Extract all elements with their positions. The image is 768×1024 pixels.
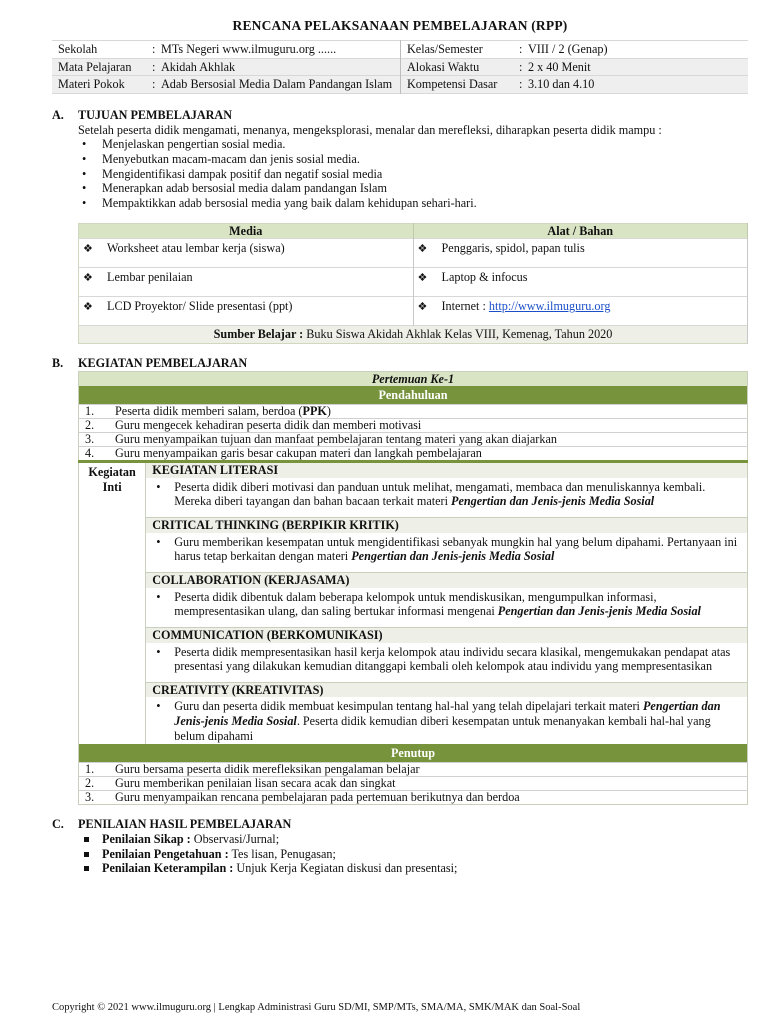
identity-row: Materi Pokok : Adab Bersosial Media Dalam Pandangan Islam Kompetensi Dasar : 3.10 dan 4.10 [52,76,748,94]
diamond-bullet-icon: ❖ [417,272,428,285]
document-page [52,18,748,876]
section-b-heading: B. KEGIATAN PEMBELAJARAN [52,355,248,370]
identity-value: 3.10 dan 4.10 [528,77,595,92]
list-item: • Guru dan peserta didik membuat kesimpulan tentang hal-hal yang telah dipelajari terkait materi Pengertian dan Jenis-jenis Media Sosial. Peserta didik kemudian diberi kesempatan untuk menanyakan kembali hal-hal yang belum dipahami [152,699,741,743]
identity-label: Sekolah [58,42,98,57]
media-header: Media [79,223,414,239]
inti-subheading: COMMUNICATION (BERKOMUNIKASI) [146,627,748,642]
inti-subheading: COLLABORATION (KERJASAMA) [146,573,748,588]
section-c-heading: C. PENILAIAN HASIL PEMBELAJARAN [52,817,292,832]
sumber-label: Sumber Belajar : [213,327,304,342]
alat-item: Internet : [441,299,489,314]
list-item: Penilaian Pengetahuan : Tes lisan, Penugasan; [78,847,748,862]
list-item: • Menjelaskan pengertian sosial media. [78,137,748,152]
media-table [78,223,748,344]
list-item: • Mempaktikkan adab bersosial media yang baik dalam kehidupan sehari-hari. [78,196,748,211]
penilaian-list [78,832,748,876]
list-item: • Guru memberikan kesempatan untuk mengidentifikasi sebanyak mungkin hal yang belum dipahami. Pertanyaan ini harus tetap berkaitan dengan materi Pengertian dan Jenis-jenis Media Sosial [152,535,741,564]
media-item: Worksheet atau lembar kerja (siswa) [107,241,285,256]
page-footer: Copyright © 2021 www.ilmuguru.org | Lengkap Administrasi Guru SD/MI, SMP/MTs, SMA/MA, SMK/MAK dan Soal-Soal [52,1002,581,1013]
table-row: 3. Guru menyampaikan rencana pembelajaran pada pertemuan berikutnya dan berdoa [79,791,748,805]
identity-label: Alokasi Waktu [401,58,514,76]
table-row: 1. Peserta didik memberi salam, berdoa (PPK) [79,405,748,419]
table-row: 4. Guru menyampaikan garis besar cakupan materi dan langkah pembelajaran [79,447,748,462]
diamond-bullet-icon: ❖ [417,243,428,256]
identity-value: MTs Negeri www.ilmuguru.org ...... [161,42,337,57]
table-row: 3. Guru menyampaikan tujuan dan manfaat pembelajaran tentang materi yang akan diajarkan [79,433,748,447]
list-item: Penilaian Keterampilan : Unjuk Kerja Kegiatan diskusi dan presentasi; [78,861,748,876]
diamond-bullet-icon: ❖ [417,301,428,314]
kegiatan-inti-label: Kegiatan Inti [79,462,146,745]
section-a-body [52,123,748,211]
identity-value: Akidah Akhlak [161,59,236,74]
table-row: 2. Guru mengecek kehadiran peserta didik dan memberi motivasi [79,419,748,433]
alat-item: Laptop & infocus [441,270,528,285]
list-item: Penilaian Sikap : Observasi/Jurnal; [78,832,748,847]
sumber-text: Buku Siswa Akidah Akhlak Kelas VIII, Kemenag, Tahun 2020 [303,327,613,342]
identity-value: VIII / 2 (Genap) [528,42,608,57]
identity-label: Mata Pelajaran [52,58,146,76]
alat-item: Penggaris, spidol, papan tulis [441,241,585,256]
identity-label: Materi Pokok [52,76,146,94]
identity-value: Adab Bersosial Media Dalam Pandangan Islam [161,77,393,92]
diamond-bullet-icon: ❖ [83,301,93,314]
identity-label: Kelas/Semester [407,42,483,57]
identity-table [52,40,748,94]
media-item: LCD Proyektor/ Slide presentasi (ppt) [107,299,293,314]
document-title: RENCANA PELAKSANAAN PEMBELAJARAN (RPP) [232,18,568,33]
list-item: • Menerapkan adab bersosial media dalam pandangan Islam [78,181,748,196]
media-item: Lembar penilaian [107,270,193,285]
penutup-header: Penutup [79,744,748,763]
section-a-intro: Setelah peserta didik mengamati, menanya, mengeksplorasi, menalar dan merefleksi, diharapkan peserta didik mampu : [78,122,662,137]
internet-link[interactable]: http://www.ilmuguru.org [488,299,611,314]
table-row: 2. Guru memberikan penilaian lisan secara acak dan singkat [79,777,748,791]
identity-value: 2 x 40 Menit [528,59,591,74]
diamond-bullet-icon: ❖ [83,272,93,285]
identity-row: Mata Pelajaran : Akidah Akhlak Alokasi Waktu : 2 x 40 Menit [52,58,748,76]
list-item: • Peserta didik diberi motivasi dan panduan untuk melihat, mengamati, membaca dan menuliskannya kembali. Mereka diberi tayangan dan bahan bacaan terkait materi Pengertian dan Jenis-jenis Media Sosial [152,480,741,509]
table-row [79,239,748,268]
list-item: • Peserta didik mempresentasikan hasil kerja kelompok atau individu secara klasikal, mengemukakan pendapat atas presentasi yang dilakukan kemudian ditanggapi kembali oleh kelompok atau individu yang mempresentasikan [152,645,741,674]
alat-header: Alat / Bahan [413,223,748,239]
identity-label: Kompetensi Dasar [401,76,514,94]
pertemuan-title: Pertemuan Ke-1 [79,371,748,386]
list-item: • Menyebutkan macam-macam dan jenis sosial media. [78,152,748,167]
inti-subheading: CRITICAL THINKING (BERPIKIR KRITIK) [146,518,748,533]
section-a-heading: A. TUJUAN PEMBELAJARAN [52,108,233,123]
table-row: 1. Guru bersama peserta didik merefleksikan pengalaman belajar [79,763,748,777]
kegiatan-table [78,371,748,806]
list-item: • Peserta didik dibentuk dalam beberapa kelompok untuk mendiskusikan, mengumpulkan informasi, mempresentasikan ulang, dan saling bertukar informasi mengenai Pengertian dan Jenis-jenis Media Sosial [152,590,741,619]
table-row [79,297,748,326]
inti-subheading: KEGIATAN LITERASI [146,462,748,478]
diamond-bullet-icon: ❖ [83,243,93,256]
list-item: • Mengidentifikasi dampak positif dan negatif sosial media [78,167,748,182]
sumber-row [79,326,748,344]
identity-row: Sekolah : MTs Negeri www.ilmuguru.org ...... Kelas/Semester : VIII / 2 (Genap) [52,41,748,59]
objectives-list [78,137,748,210]
table-row [79,268,748,297]
pendahuluan-header: Pendahuluan [79,386,748,405]
inti-subheading: CREATIVITY (KREATIVITAS) [146,682,748,697]
